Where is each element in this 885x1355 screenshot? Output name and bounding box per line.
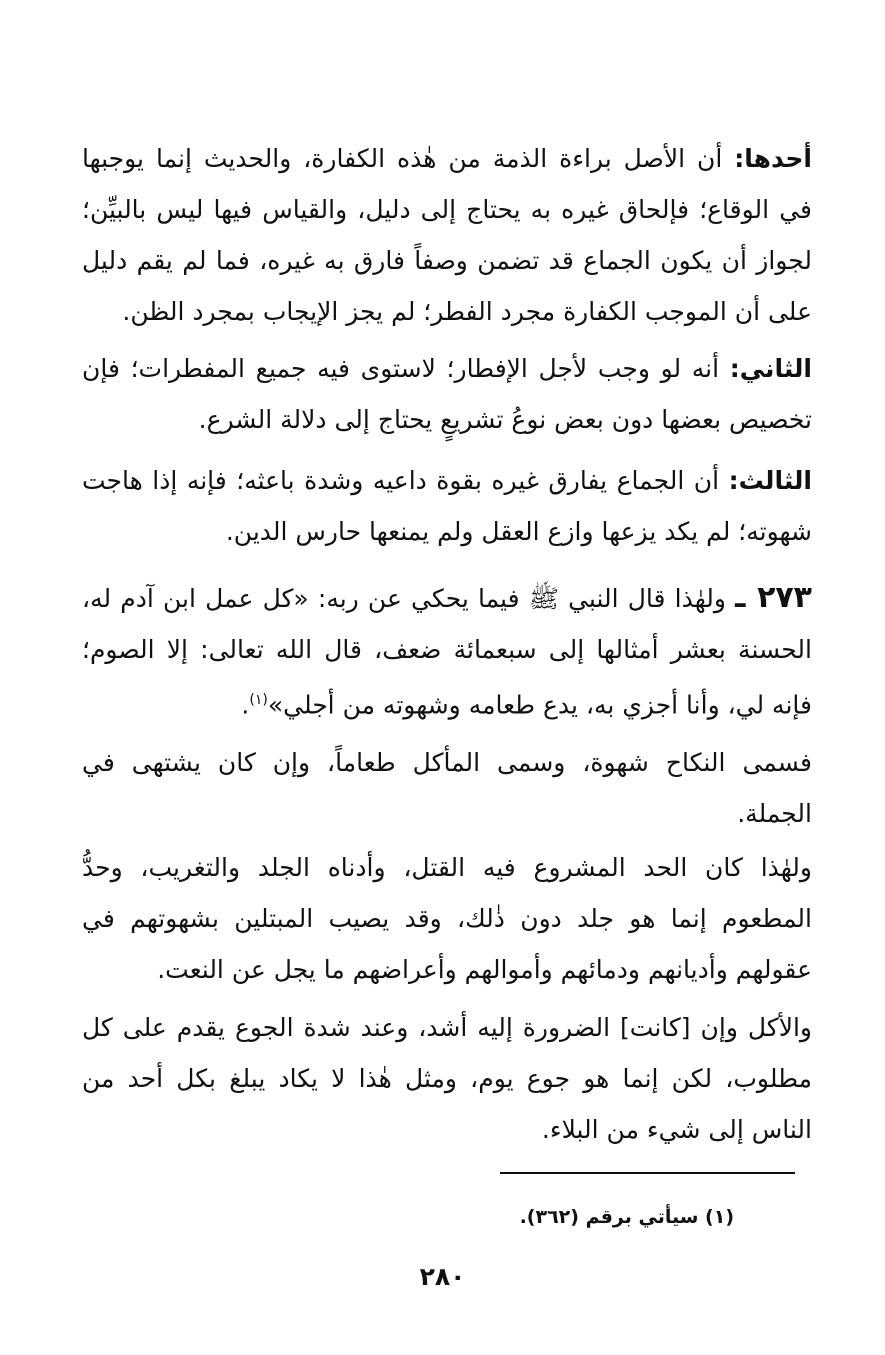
hadith-273 (82, 572, 812, 730)
paragraph-text: ولهٰذا كان الحد المشروع فيه القتل، وأدناه الجلد والتغريب، وحدُّ المطعوم إنما هو جلد دون ذٰلك، وقد يصيب المبتلين بشهوتهم في عقولهم وأديانهم ودمائهم وأموالهم وأعراضهم ما يجل عن النعت. (82, 853, 812, 984)
paragraph-second-reason (82, 343, 812, 445)
paragraph-third-reason (82, 455, 812, 557)
hadith-number: ٢٧٣ ـ (735, 580, 812, 615)
paragraph-text: أن الأصل براءة الذمة من هٰذه الكفارة، والحديث إنما يوجبها في الوقاع؛ فإلحاق غيره به يحتاج إلى دليل، والقياس فيها ليس بالبيِّن؛ لجواز أن يكون الجماع قد تضمن وصفاً فارق به غيره، فما لم يقم دليل على أن الموجب الكفارة مجرد الفطر؛ لم يجز الإيجاب بمجرد الظن. (82, 144, 812, 326)
paragraph-eating (82, 1002, 812, 1155)
paragraph-text: أن الجماع يفارق غيره بقوة داعيه وشدة باعثه؛ فإنه إذا هاجت شهوته؛ لم يكد يزعها وازع العقل ولم يمنعها حارس الدين. (82, 466, 812, 546)
paragraph-lead: الثالث: (728, 466, 812, 495)
footnote: (١) سيأتي برقم (٣٦٢). (519, 1206, 734, 1228)
paragraph-first-reason (82, 133, 812, 337)
hadith-text: ولهٰذا قال النبي ﷺ فيما يحكي عن ربه: «كل عمل ابن آدم له، الحسنة بعشر أمثالها إلى سبعمائة ضعف، قال الله تعالى: إلا الصوم؛ فإنه لي، وأنا أجزي به، يدع طعامه وشهوته من أجلي» (82, 584, 812, 720)
footnote-divider (500, 1172, 795, 1174)
paragraph-text: فسمى النكاح شهوة، وسمى المأكل طعاماً، وإن كان يشتهى في الجملة. (82, 748, 812, 828)
paragraph-punishment (82, 842, 812, 995)
footnote-ref[interactable]: (١) (249, 692, 268, 708)
paragraph-text: والأكل وإن [كانت] الضرورة إليه أشد، وعند شدة الجوع يقدم على كل مطلوب، لكن إنما هو جوع يوم، ومثل هٰذا لا يكاد يبلغ بكل أحد من الناس إلى شيء من البلاء. (82, 1013, 812, 1144)
paragraph-desire (82, 737, 812, 839)
hadith-tail: . (241, 690, 250, 720)
paragraph-lead: أحدها: (734, 144, 812, 173)
page-number: ٢٨٠ (419, 1262, 466, 1291)
paragraph-text: أنه لو وجب لأجل الإفطار؛ لاستوى فيه جميع المفطرات؛ فإن تخصيص بعضها دون بعض نوعُ تشريعٍ يحتاج إلى دلالة الشرع. (82, 354, 812, 434)
paragraph-lead: الثاني: (729, 354, 812, 383)
